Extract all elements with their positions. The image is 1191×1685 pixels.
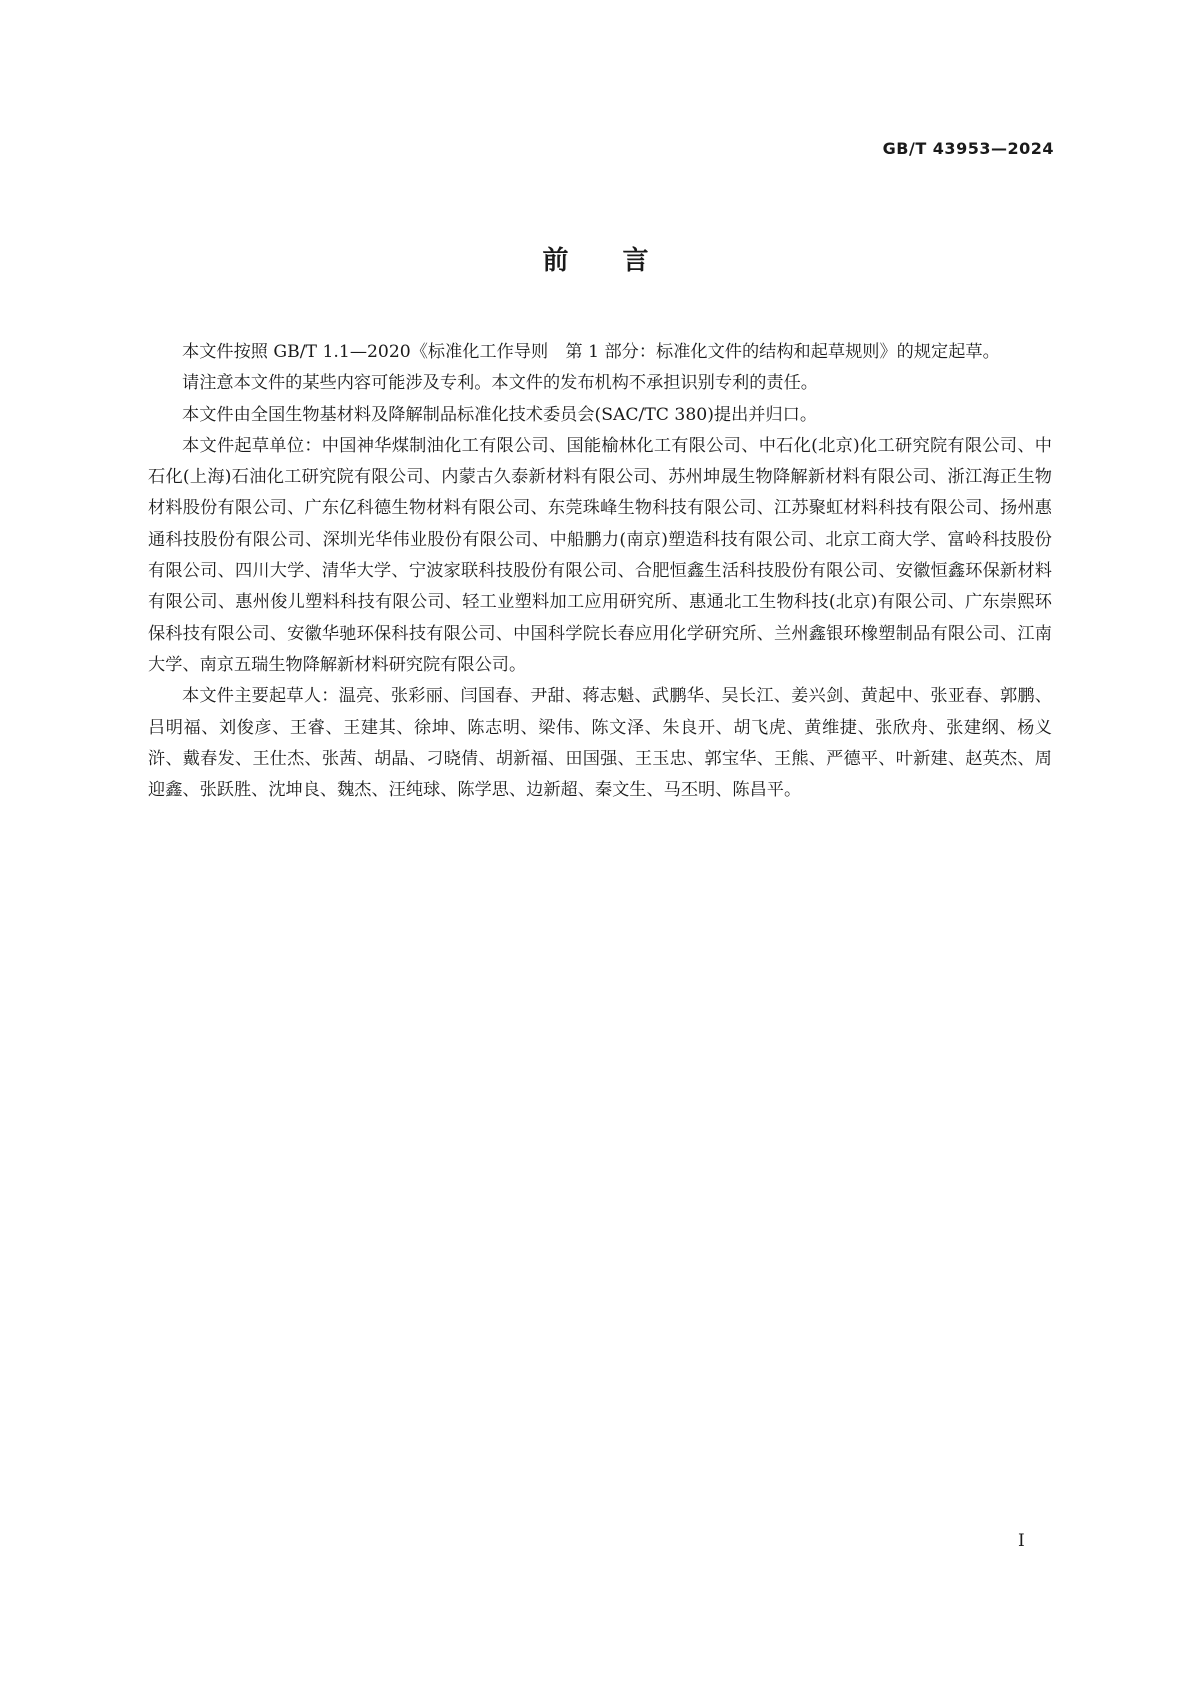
page-number: I — [1018, 1531, 1025, 1551]
standard-code: GB/T 43953—2024 — [882, 139, 1054, 158]
paragraph-proposer: 本文件由全国生物基材料及降解制品标准化技术委员会(SAC/TC 380)提出并归口。 — [182, 404, 818, 425]
paragraph-patent-notice: 请注意本文件的某些内容可能涉及专利。本文件的发布机构不承担识别专利的责任。 — [182, 373, 818, 394]
page-title: 前言 — [542, 246, 703, 276]
foreword-body — [148, 337, 1052, 806]
paragraph-drafting-rules: 本文件按照 GB/T 1.1—2020《标准化工作导则 第 1 部分：标准化文件的结构和起草规则》的规定起草。 — [182, 342, 1000, 362]
paragraph-drafters: 本文件主要起草人：温亮、张彩丽、闫国春、尹甜、蒋志魁、武鹏华、吴长江、姜兴剑、黄起中、张亚春、郭鹏、吕明福、刘俊彦、王睿、王建其、徐坤、陈志明、梁伟、陈文泽、朱良开、胡飞虎、黄维捷、张欣舟、张建纲、杨义浒、戴春发、王仕杰、张茜、胡晶、刁晓倩、胡新福、田国强、王玉忠、郭宝华、王熊、严德平、叶新建、赵英杰、周迎鑫、张跃胜、沈坤良、魏杰、汪纯球、陈学思、边新超、秦文生、马丕明、陈昌平。 — [148, 686, 1052, 801]
paragraph-drafting-units: 本文件起草单位：中国神华煤制油化工有限公司、国能榆林化工有限公司、中石化(北京)化工研究院有限公司、中石化(上海)石油化工研究院有限公司、内蒙古久泰新材料有限公司、苏州坤晟生物降解新材料有限公司、浙江海正生物材料股份有限公司、广东亿科德生物材料有限公司、东莞珠峰生物科技有限公司、江苏聚虹材料科技有限公司、扬州惠通科技股份有限公司、深圳光华伟业股份有限公司、中船鹏力(南京)塑造科技有限公司、北京工商大学、富岭科技股份有限公司、四川大学、清华大学、宁波家联科技股份有限公司、合肥恒鑫生活科技股份有限公司、安徽恒鑫环保新材料有限公司、惠州俊儿塑料科技有限公司、轻工业塑料加工应用研究所、惠通北工生物科技(北京)有限公司、广东崇熙环保科技有限公司、安徽华驰环保科技有限公司、中国科学院长春应用化学研究所、兰州鑫银环橡塑制品有限公司、江南大学、南京五瑞生物降解新材料研究院有限公司。 — [148, 435, 1052, 675]
